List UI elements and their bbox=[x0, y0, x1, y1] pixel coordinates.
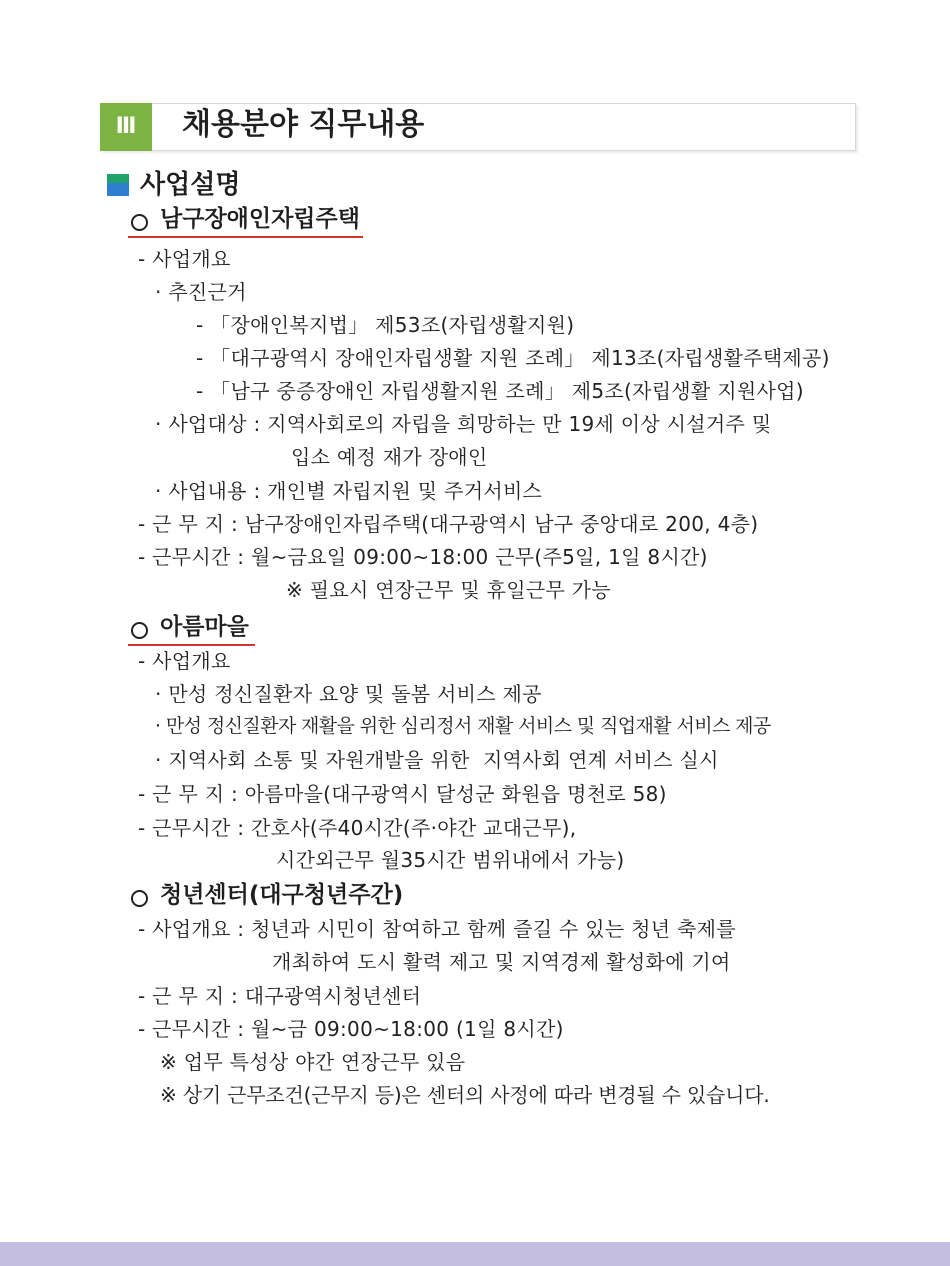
text-line: · 사업내용 : 개인별 자립지원 및 주거서비스 bbox=[155, 479, 543, 503]
heading-square-icon bbox=[107, 174, 129, 196]
title-underline bbox=[128, 644, 255, 646]
circle-bullet-icon bbox=[131, 890, 148, 907]
block-title: 아름마을 bbox=[160, 614, 249, 640]
footer-band bbox=[0, 1242, 950, 1266]
text-line: · 지역사회 소통 및 자원개발을 위한 지역사회 연계 서비스 실시 bbox=[155, 748, 719, 772]
section-title: 채용분야 직무내용 bbox=[182, 107, 425, 142]
text-line: - 근 무 지 : 대구광역시청년센터 bbox=[138, 984, 422, 1008]
text-line: · 만성 정신질환자 재활을 위한 심리정서 재활 서비스 및 직업재활 서비스 제공 bbox=[155, 715, 771, 737]
text-line: · 추진근거 bbox=[155, 280, 247, 304]
text-line: - 근 무 지 : 남구장애인자립주택(대구광역시 남구 중앙대로 200, 4층) bbox=[138, 512, 759, 536]
text-line: - 근무시간 : 월~금요일 09:00~18:00 근무(주5일, 1일 8시간) bbox=[138, 545, 708, 569]
text-line: - 근 무 지 : 아름마을(대구광역시 달성군 화원읍 명천로 58) bbox=[138, 782, 667, 806]
text-line: - 사업개요 : 청년과 시민이 참여하고 함께 즐길 수 있는 청년 축제를 bbox=[138, 917, 736, 941]
text-line: · 만성 정신질환자 요양 및 돌봄 서비스 제공 bbox=[155, 682, 542, 706]
text-line: 입소 예정 재가 장애인 bbox=[291, 445, 488, 469]
text-line: ※ 필요시 연장근무 및 휴일근무 가능 bbox=[286, 578, 612, 602]
text-line: ※ 업무 특성상 야간 연장근무 있음 bbox=[160, 1050, 466, 1074]
page-heading: 사업설명 bbox=[140, 170, 241, 200]
text-line: 개최하여 도시 활력 제고 및 지역경제 활성화에 기여 bbox=[272, 950, 731, 974]
text-line: - 사업개요 bbox=[138, 649, 231, 673]
text-line: ※ 상기 근무조건(근무지 등)은 센터의 사정에 따라 변경될 수 있습니다. bbox=[160, 1083, 770, 1107]
block-title: 청년센터(대구청년주간) bbox=[160, 882, 404, 908]
text-line: - 「장애인복지법」 제53조(자립생활지원) bbox=[196, 313, 575, 337]
text-line: - 사업개요 bbox=[138, 247, 231, 271]
text-line: - 「대구광역시 장애인자립생활 지원 조례」 제13조(자립생활주택제공) bbox=[196, 346, 830, 370]
section-number: Ⅲ bbox=[100, 103, 152, 151]
text-line: - 근무시간 : 간호사(주40시간(주·야간 교대근무), bbox=[138, 816, 577, 840]
text-line: - 「남구 중증장애인 자립생활지원 조례」 제5조(자립생활 지원사업) bbox=[196, 379, 804, 403]
circle-bullet-icon bbox=[131, 214, 148, 231]
circle-bullet-icon bbox=[131, 622, 148, 639]
text-line: - 근무시간 : 월~금 09:00~18:00 (1일 8시간) bbox=[138, 1017, 564, 1041]
text-line: 시간외근무 월35시간 범위내에서 가능) bbox=[276, 848, 625, 872]
title-underline bbox=[128, 236, 363, 238]
text-line: · 사업대상 : 지역사회로의 자립을 희망하는 만 19세 이상 시설거주 및 bbox=[155, 412, 772, 436]
block-title: 남구장애인자립주택 bbox=[160, 206, 360, 232]
